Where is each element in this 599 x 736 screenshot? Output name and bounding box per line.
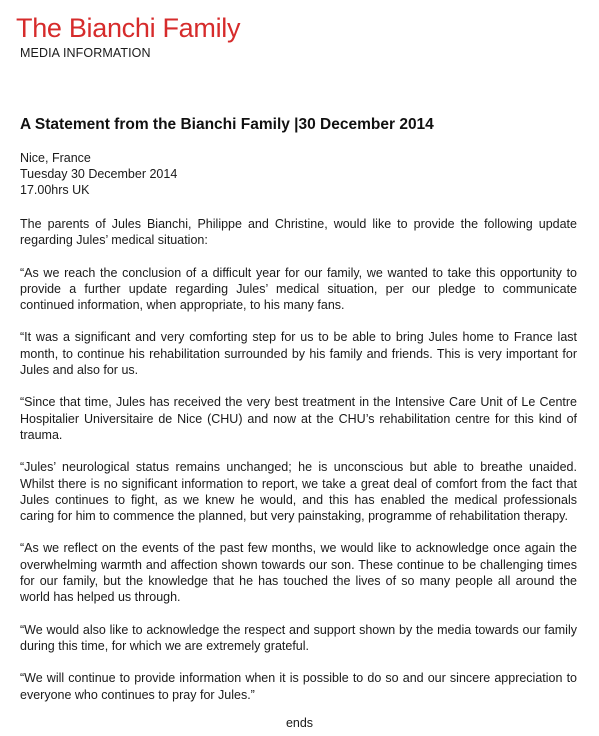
- dateline-time: 17.00hrs UK: [20, 183, 90, 197]
- statement-body: [20, 216, 577, 719]
- closing-ends: ends: [285, 716, 314, 730]
- statement-title: A Statement from the Bianchi Family |30 December 2014: [20, 116, 434, 133]
- brand-name: The Bianchi Family: [16, 13, 241, 43]
- paragraph: “We will continue to provide information when it is possible to do so and our sincere appreciation to everyone who continues to pray for Jules.”: [20, 671, 577, 702]
- paragraph-intro: The parents of Jules Bianchi, Philippe and Christine, would like to provide the following update regarding Jules’ medical situation:: [20, 217, 577, 248]
- paragraph: “It was a significant and very comforting step for us to be able to bring Jules home to France last month, to continue his rehabilitation surrounded by his family and friends. This is very important for Jules and also for us.: [20, 330, 577, 378]
- paragraph: “Jules’ neurological status remains unchanged; he is unconscious but able to breathe unaided. Whilst there is no significant information to report, we take a great deal of comfort from the fact that Jules continues to fight, as we knew he would, and this has enabled the medical professionals caring for him to commence the planned, but very painstaking, programme of rehabilitation therapy.: [20, 460, 577, 524]
- paragraph: “As we reflect on the events of the past few months, we would like to acknowledge once again the overwhelming warmth and affection shown towards our son. These continue to be challenging times for our family, but the knowledge that he has touched the lives of so many people all around the world has helped us through.: [20, 541, 577, 605]
- dateline: [20, 150, 177, 198]
- paragraph: “We would also like to acknowledge the respect and support shown by the media towards our family during this time, for which we are extremely grateful.: [20, 622, 577, 653]
- paragraph: “As we reach the conclusion of a difficult year for our family, we wanted to take this opportunity to provide a further update regarding Jules’ medical situation, per our pledge to communicate continued information, when appropriate, to his many fans.: [20, 265, 577, 313]
- dateline-date: Tuesday 30 December 2014: [20, 167, 178, 181]
- paragraph: “Since that time, Jules has received the very best treatment in the Intensive Care Unit of Le Centre Hospitalier Universitaire de Nice (CHU) and now at the CHU’s rehabilitation centre for this kind of trauma.: [20, 395, 577, 442]
- brand-subtitle: MEDIA INFORMATION: [20, 46, 151, 60]
- dateline-location: Nice, France: [20, 151, 91, 165]
- brand-header: [16, 12, 240, 61]
